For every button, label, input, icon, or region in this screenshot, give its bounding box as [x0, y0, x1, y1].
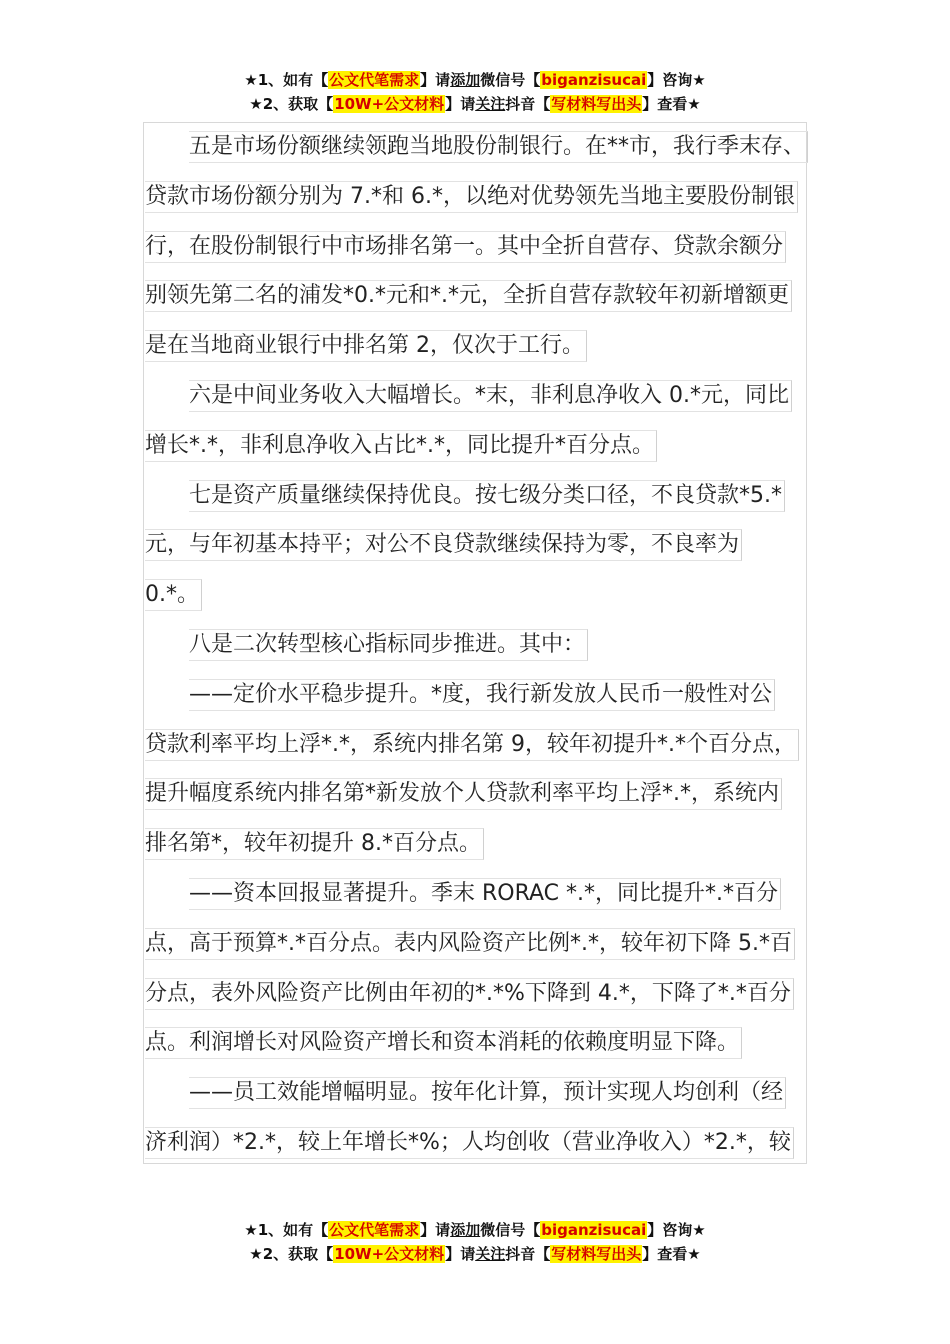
document-body [145, 122, 807, 1168]
body-line: 别领先第二名的浦发*0.*元和*.*元，全折自营存款较年初新增额更 [145, 271, 807, 321]
banner-highlight: 公文代笔需求 [329, 71, 420, 89]
body-line: 济利润）*2.*，较上年增长*%；人均创收（营业净收入）*2.*，较 [145, 1118, 807, 1168]
body-line: 提升幅度系统内排名第*新发放个人贷款利率平均上浮*.*，系统内 [145, 769, 807, 819]
banner-highlight: 10W+公文材料 [334, 1245, 445, 1263]
body-line: 点，高于预算*.*百分点。表内风险资产比例*.*，较年初下降 5.*百 [145, 919, 807, 969]
banner-highlight: 写材料写出头 [551, 1245, 642, 1263]
footer-banner [0, 1218, 950, 1266]
body-line: 六是中间业务收入大幅增长。*末，非利息净收入 0.*元，同比 [145, 371, 807, 421]
banner-highlight: 公文代笔需求 [329, 1221, 420, 1239]
banner-line-2: ★2、获取【10W+公文材料】请关注抖音【写材料写出头】查看★ [249, 1245, 701, 1263]
body-line: 点。利润增长对风险资产增长和资本消耗的依赖度明显下降。 [145, 1018, 807, 1068]
banner-highlight: 10W+公文材料 [334, 95, 445, 113]
body-line: 八是二次转型核心指标同步推进。其中： [145, 620, 807, 670]
body-line: 增长*.*，非利息净收入占比*.*，同比提升*百分点。 [145, 421, 807, 471]
banner-highlight: biganzisucai [541, 1221, 647, 1239]
body-line: 行，在股份制银行中市场排名第一。其中全折自营存、贷款余额分 [145, 222, 807, 272]
banner-highlight: biganzisucai [541, 71, 647, 89]
body-line: 元，与年初基本持平；对公不良贷款继续保持为零，不良率为 [145, 520, 807, 570]
banner-line-2: ★2、获取【10W+公文材料】请关注抖音【写材料写出头】查看★ [249, 95, 701, 113]
body-line: ——员工效能增幅明显。按年化计算，预计实现人均创利（经 [145, 1068, 807, 1118]
banner-line-1: ★1、如有【公文代笔需求】请添加微信号【biganzisucai】咨询★ [244, 1221, 706, 1239]
body-line: 贷款利率平均上浮*.*，系统内排名第 9，较年初提升*.*个百分点， [145, 720, 807, 770]
body-line: 0.*。 [145, 570, 807, 620]
body-line: ——资本回报显著提升。季末 RORAC *.*，同比提升*.*百分 [145, 869, 807, 919]
body-line: 排名第*，较年初提升 8.*百分点。 [145, 819, 807, 869]
body-line: 五是市场份额继续领跑当地股份制银行。在**市，我行季末存、 [145, 122, 807, 172]
body-line: 是在当地商业银行中排名第 2，仅次于工行。 [145, 321, 807, 371]
body-line: 分点，表外风险资产比例由年初的*.*%下降到 4.*，下降了*.*百分 [145, 969, 807, 1019]
banner-line-1: ★1、如有【公文代笔需求】请添加微信号【biganzisucai】咨询★ [244, 71, 706, 89]
body-line: 七是资产质量继续保持优良。按七级分类口径，不良贷款*5.* [145, 471, 807, 521]
banner-highlight: 写材料写出头 [551, 95, 642, 113]
header-banner [0, 68, 950, 116]
body-line: 贷款市场份额分别为 7.*和 6.*，以绝对优势领先当地主要股份制银 [145, 172, 807, 222]
body-line: ——定价水平稳步提升。*度，我行新发放人民币一般性对公 [145, 670, 807, 720]
